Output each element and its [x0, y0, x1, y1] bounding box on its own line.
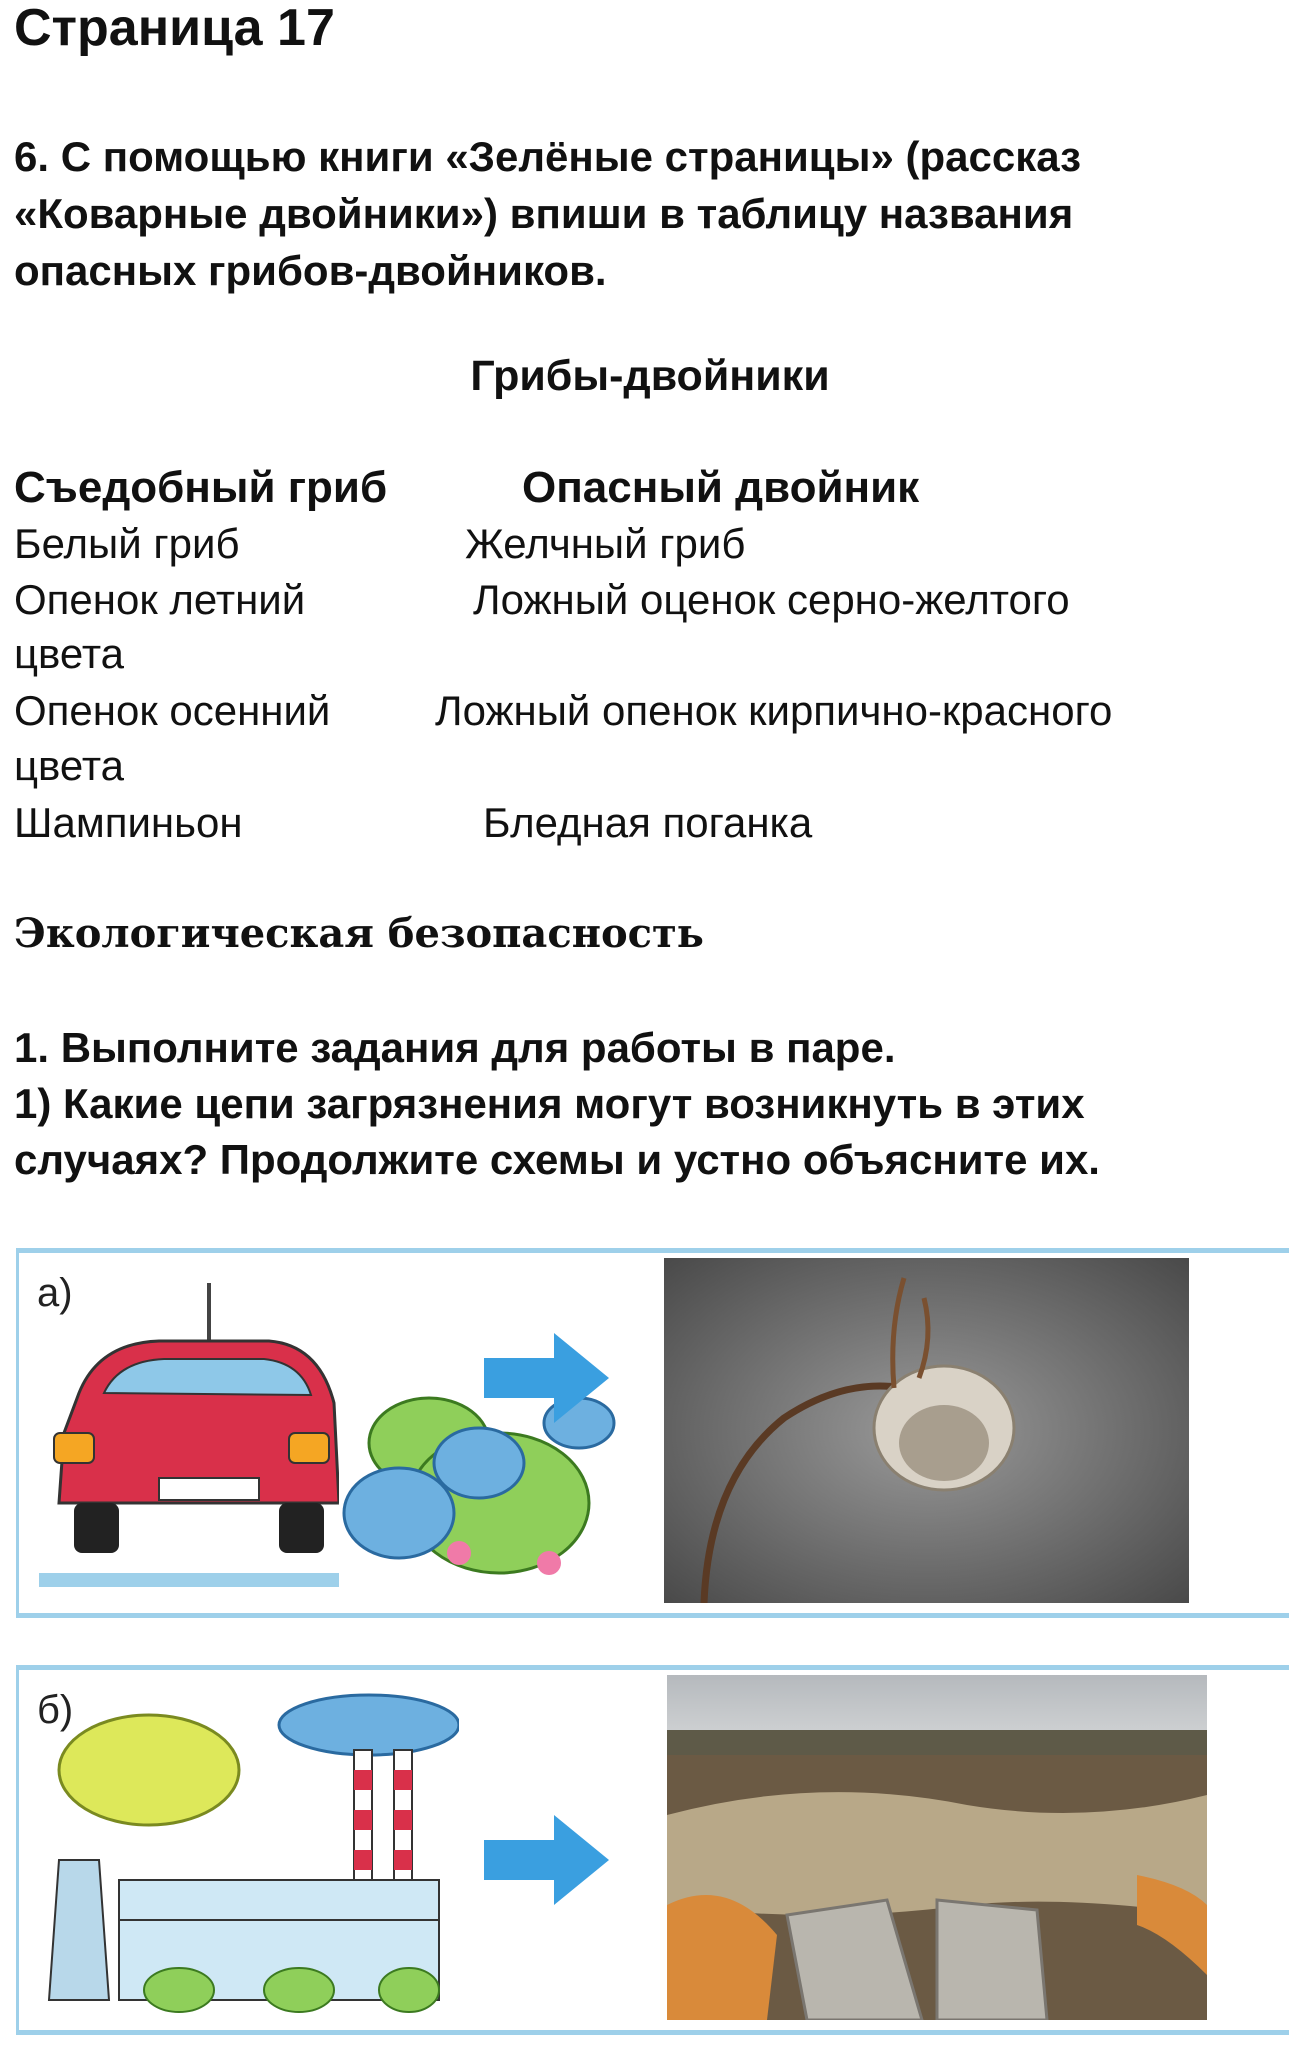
task-6-text	[14, 128, 1284, 299]
row-2-edible: Опенок летний	[14, 576, 306, 623]
row-4-dangerous: Бледная поганка	[483, 799, 813, 846]
wilted-flower-photo	[664, 1258, 1189, 1603]
task-1-text	[14, 1020, 1294, 1188]
task-1-line-1: 1. Выполните задания для работы в паре.	[14, 1024, 896, 1071]
column-header-edible: Съедобный гриб	[14, 463, 388, 512]
arrow-icon	[484, 1815, 614, 1905]
task-6-line-3: опасных грибов-двойников.	[14, 247, 607, 294]
task-1-line-2: 1) Какие цепи загрязнения могут возникнуть в этих	[14, 1080, 1085, 1127]
row-4-edible: Шампиньон	[14, 799, 243, 846]
column-header-dangerous: Опасный двойник	[522, 463, 920, 512]
page-title: Страница 17	[14, 0, 335, 57]
panel-a	[16, 1248, 1289, 1618]
row-3-wrap: цвета	[14, 742, 124, 789]
row-2-wrap: цвета	[14, 630, 124, 677]
row-1-edible: Белый гриб	[14, 520, 240, 567]
row-2-dangerous: Ложный оценок серно-желтого	[473, 576, 1070, 623]
panel-b	[16, 1665, 1289, 2035]
arrow-icon	[484, 1333, 614, 1423]
car-illustration	[39, 1283, 339, 1603]
task-6-line-1: 6. С помощью книги «Зелёные страницы» (рассказ	[14, 133, 1081, 180]
factory-illustration	[39, 1690, 459, 2030]
row-3-dangerous: Ложный опенок кирпично-красного	[435, 687, 1113, 734]
table-caption: Грибы-двойники	[470, 352, 830, 400]
row-3-edible: Опенок осенний	[14, 687, 331, 734]
panel-a-label: а)	[37, 1271, 73, 1315]
panel-b-label: б)	[37, 1688, 74, 1732]
task-1-line-3: случаях? Продолжите схемы и устно объясните их.	[14, 1136, 1100, 1183]
section-title: Экологическая безопасность	[14, 910, 704, 957]
row-1-dangerous: Желчный гриб	[465, 520, 746, 567]
polluted-water-photo	[667, 1675, 1207, 2020]
task-6-line-2: «Коварные двойники») впиши в таблицу названия	[14, 190, 1074, 237]
